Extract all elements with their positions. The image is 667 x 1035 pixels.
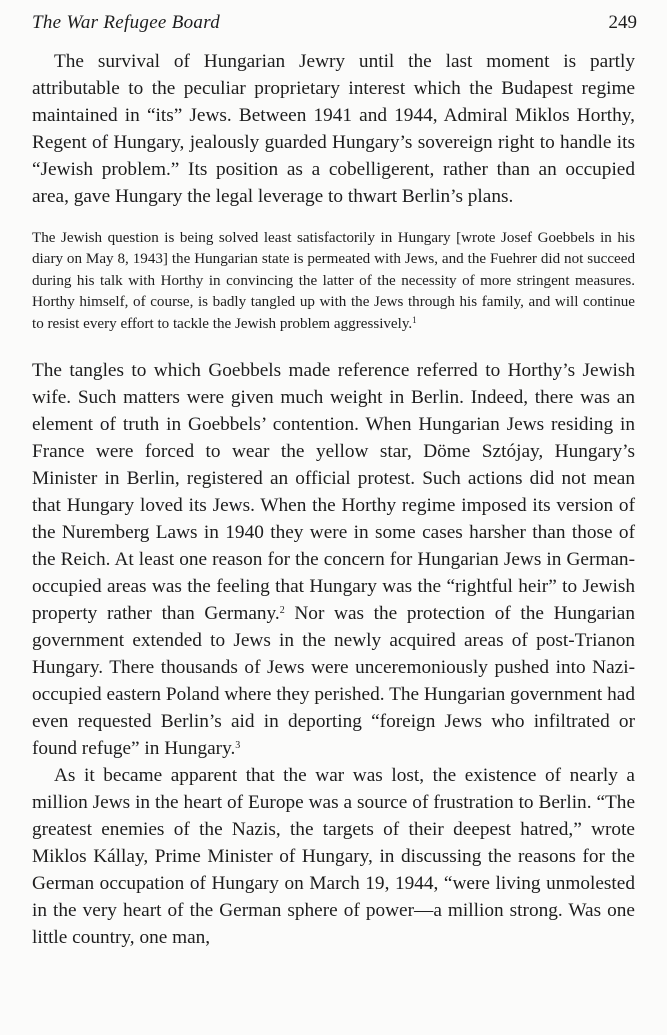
paragraph-2-part-2: Nor was the protection of the Hungarian government extended to Jews in the newly acquired areas of post-Trianon Hungary. There thousands of Jews were unceremoniously pushed into Nazi-occupied eastern Poland where they perished. The Hungarian government had even requested Berlin’s aid in deporting “foreign Jews who infiltrated or found refuge” in Hungary. bbox=[32, 603, 635, 760]
page-number: 249 bbox=[608, 12, 637, 33]
paragraph-2-part-1: The tangles to which Goebbels made reference referred to Horthy’s Jewish wife. Such matters were given much weight in Berlin. Indeed, there was an element of truth in Goebbels’ contention. When Hungarian Jews residing in France were forced to wear the yellow star, Döme Sztójay, Hungary’s Minister in Berlin, registered an official protest. Such actions did not mean that Hungary loved its Jews. When the Horthy regime imposed its version of the Nuremberg Laws in 1940 they were in some cases harsher than those of the Reich. At least one reason for the concern for Hungarian Jews in German-occupied areas was the feeling that Hungary was the “rightful heir” to Jewish property rather than Germany. bbox=[32, 360, 635, 625]
running-title: The War Refugee Board bbox=[32, 12, 221, 33]
footnote-ref-3: 3 bbox=[235, 740, 241, 752]
footnote-ref-2: 2 bbox=[279, 605, 285, 617]
paragraph-2 bbox=[32, 357, 635, 762]
paragraph-3: As it became apparent that the war was lost, the existence of nearly a million Jews in the heart of Europe was a source of frustration to Berlin. “The greatest enemies of the Nazis, the targets of their deepest hatred,” wrote Miklos Kállay, Prime Minister of Hungary, in discussing the reasons for the German occupation of Hungary on March 19, 1944, “were living unmolested in the very heart of the German sphere of power—a million strong. Was one little country, one man, bbox=[32, 765, 635, 949]
body-text bbox=[32, 48, 635, 951]
footnote-ref-1: 1 bbox=[412, 314, 417, 325]
paragraph-1: The survival of Hungarian Jewry until the last moment is partly attributable to the peculiar proprietary interest which the Budapest regime maintained in “its” Jews. Between 1941 and 1944, Admiral Miklos Horthy, Regent of Hungary, jealously guarded Hungary’s sovereign right to handle its “Jewish problem.” Its position as a cobelligerent, rather than an occupied area, gave Hungary the legal leverage to thwart Berlin’s plans. bbox=[32, 51, 635, 207]
extract-text: The Jewish question is being solved least satisfactorily in Hungary [wrote Josef Goebbels in his diary on May 8, 1943] the Hungarian state is permeated with Jews, and the Fuehrer did not succeed during his talk with Horthy in convincing the latter of the necessity of more stringent measures. Horthy himself, of course, is badly tangled up with the Jews through his family, and will continue to resist every effort to tackle the Jewish problem aggressively. bbox=[32, 230, 635, 332]
block-quote-extract bbox=[32, 228, 635, 335]
running-head bbox=[32, 12, 637, 40]
